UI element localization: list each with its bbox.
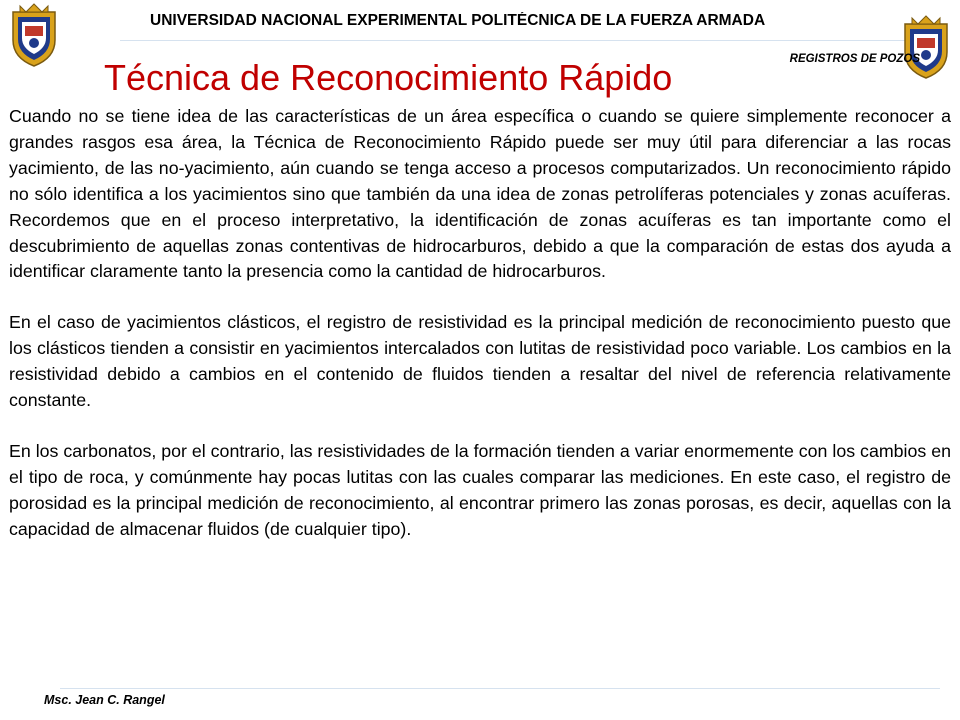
university-crest-icon <box>8 2 60 68</box>
footer-divider <box>60 688 940 689</box>
paragraph: Cuando no se tiene idea de las características de un área específica o cuando se quiere simplemente reconocer a grandes rasgos esa área, la Técnica de Reconocimiento Rápido puede ser muy útil para diferenciar a las rocas yacimiento, de las no-yacimiento, aún cuando se tenga acceso a procesos computarizados. Un reconocimiento rápido no sólo identifica a los yacimientos sino que también da una idea de zonas petrolíferas potenciales y zonas acuíferas. Recordemos que en el proceso interpretativo, la identificación de zonas acuíferas es tan importante como el descubrimiento de aquellas zonas contentivas de hidrocarburos, debido a que la comparación de estas dos ayuda a identificar claramente tanto la presencia como la cantidad de hidrocarburos. <box>9 106 951 282</box>
author-name: Msc. Jean C. Rangel <box>44 693 165 707</box>
university-crest-icon <box>900 14 952 80</box>
course-name: REGISTROS DE POZOS <box>789 53 920 65</box>
page-title: Técnica de Reconocimiento Rápido <box>104 57 673 98</box>
paragraph: En el caso de yacimientos clásticos, el registro de resistividad es la principal medición de reconocimiento puesto que los clásticos tienden a consistir en yacimientos intercalados con lutitas de resistividad poco variable. Los cambios en la resistividad debido a cambios en el contenido de fluidos tienden a resaltar del nivel de referencia relativamente constante. <box>9 312 951 411</box>
paragraph: En los carbonatos, por el contrario, las resistividades de la formación tienden a variar enormemente con los cambios en el tipo de roca, y comúnmente hay pocas lutitas con las cuales comparar las mediciones. En este caso, el registro de porosidad es la principal medición de reconocimiento, al encontrar primero las zonas porosas, es decir, aquellas con la capacidad de almacenar fluidos (de cualquier tipo). <box>9 440 951 539</box>
header-divider <box>120 40 940 41</box>
body-text <box>9 104 951 543</box>
institution-name: UNIVERSIDAD NACIONAL EXPERIMENTAL POLITÉCNICA DE LA FUERZA ARMADA <box>150 12 766 29</box>
